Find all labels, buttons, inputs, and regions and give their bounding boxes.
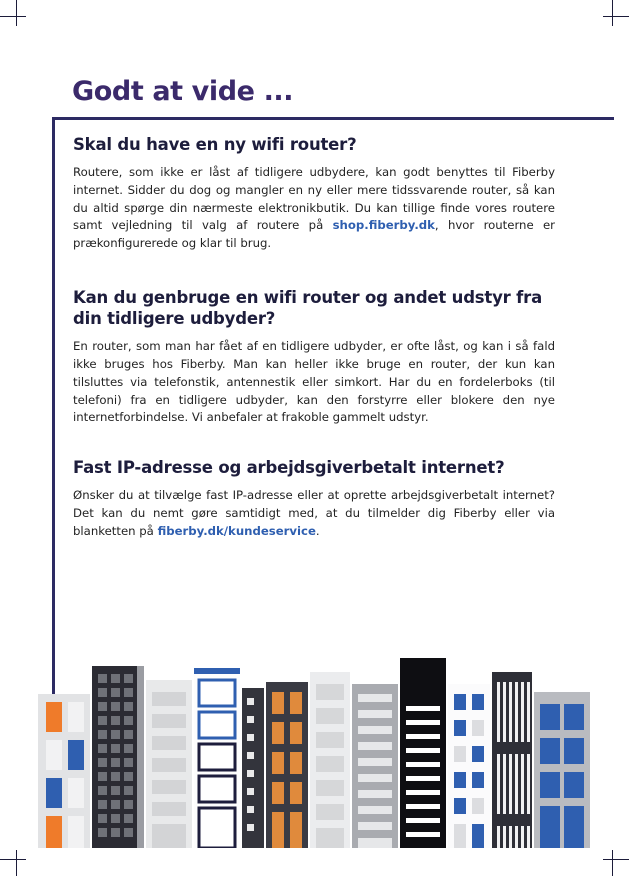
article-body	[73, 134, 555, 575]
shop-link[interactable]: shop.fiberby.dk	[332, 218, 435, 233]
section-fixed-ip	[73, 457, 555, 540]
crop-mark-top-left-horizontal	[0, 16, 26, 17]
paragraph-text-after-link: .	[315, 523, 320, 538]
city-skyline-illustration	[0, 658, 629, 848]
section-paragraph	[73, 487, 555, 540]
section-paragraph	[73, 164, 555, 253]
crop-mark-bottom-right-vertical	[612, 850, 613, 876]
paragraph-text-after-link: , hvor routerne er prækonfigurerede og klar til brug.	[73, 218, 555, 251]
section-heading: Fast IP-adresse og arbejdsgiverbetalt internet?	[73, 458, 505, 478]
section-reuse-router	[73, 287, 555, 427]
kundeservice-link[interactable]: fiberby.dk/kundeservice	[157, 523, 316, 538]
paragraph-text-before-link: Ønsker du at tilvælge fast IP-adresse eller at oprette arbejdsgiverbetalt internet? Det kan du nemt gøre samtidigt med, at du tilmelder dig Fiberby eller via blanketten på	[73, 488, 555, 538]
crop-mark-top-right-vertical	[612, 0, 613, 26]
divider-top	[52, 117, 614, 120]
crop-mark-bottom-left-horizontal	[0, 859, 26, 860]
crop-mark-bottom-right-horizontal	[603, 859, 629, 860]
crop-mark-bottom-left-vertical	[16, 850, 17, 876]
paragraph-text-before-link: Routere, som ikke er låst af tidligere udbydere, kan godt benyttes til Fiberby internet. Sidder du dog og mangler en ny eller mere tidssvarende router, så kan du altid spørge din nærmeste elektronikbutik. Du kan tillige finde vores routere samt vejledning til valg af routere på	[73, 165, 555, 233]
page-title: Godt at vide ...	[72, 76, 294, 107]
section-heading: Skal du have en ny wifi router?	[73, 135, 357, 154]
crop-mark-top-left-vertical	[16, 0, 17, 26]
crop-mark-top-right-horizontal	[603, 16, 629, 17]
paragraph-text-before-link: En router, som man har fået af en tidligere udbyder, er ofte låst, og kan i så fald ikke bruges hos Fiberby. Man kan heller ikke bruge en router, der kun kan tilsluttes via telefonstik, antennestik eller simkort. Har du en fordelerboks (til telefoni) fra en tidligere udbyder, kan den forstyrre eller blokere den nye internetforbindelse. Vi anbefaler at frakoble gammelt udstyr.	[73, 339, 555, 425]
divider-left	[52, 117, 55, 703]
section-new-router	[73, 134, 555, 253]
section-heading: Kan du genbruge en wifi router og andet udstyr fra din tidligere udbyder?	[73, 288, 542, 329]
section-paragraph	[73, 338, 555, 427]
